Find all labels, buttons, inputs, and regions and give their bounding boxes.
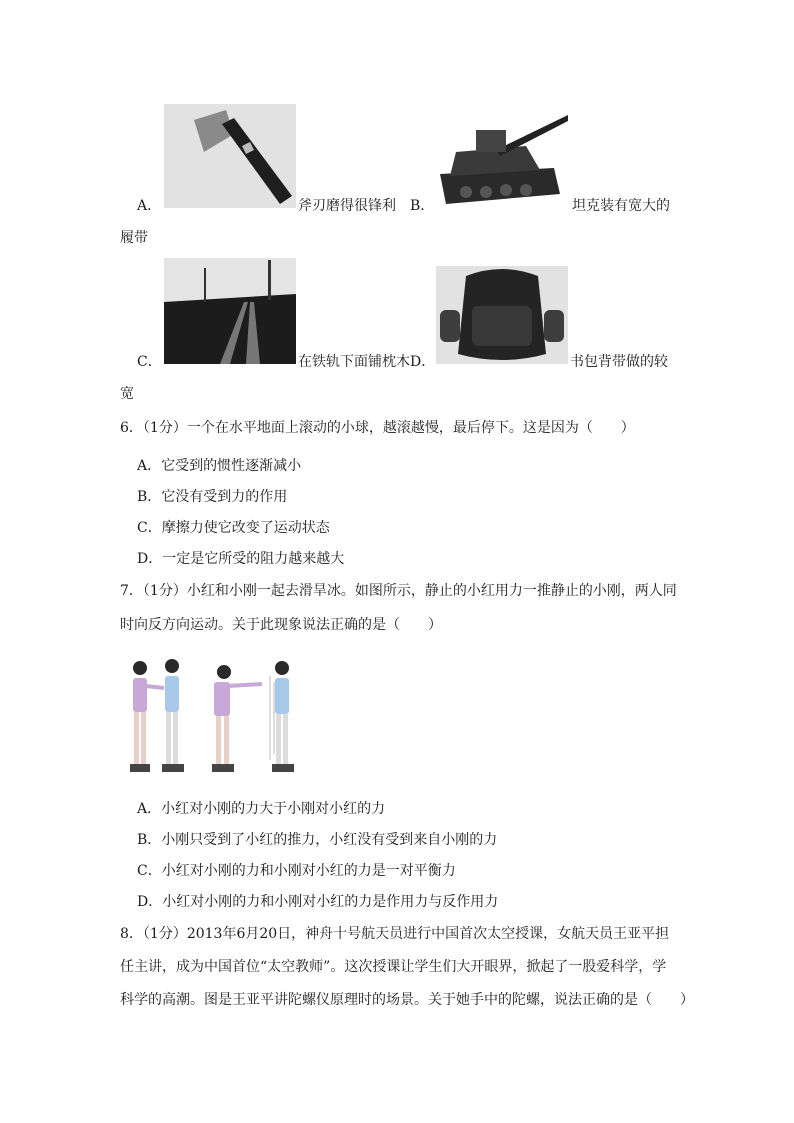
tank-image	[436, 104, 568, 208]
question-8-stem-line1: 8．（1分）2013年6月20日，神舟十号航天员进行中国首次太空授课，女航天员王亚平担	[120, 926, 670, 942]
question-7-option-c: C．小红对小刚的力和小刚对小红的力是一对平衡力	[137, 863, 456, 879]
skating-illustration	[124, 656, 308, 780]
option-b-caption: 坦克装有宽大的	[572, 198, 670, 214]
question-6-stem: 6．（1分）一个在水平地面上滚动的小球，越滚越慢，最后停下。这是因为（ ）	[120, 420, 635, 436]
question-8-stem-line2: 任主讲，成为中国首位“太空教师”。这次授课让学生们大开眼界，掀起了一股爱科学，学	[120, 959, 667, 975]
question-7-option-a: A．小红对小刚的力大于小刚对小红的力	[137, 801, 386, 817]
option-d-caption-wrap: 宽	[120, 386, 134, 402]
question-6-option-d: D．一定是它所受的阻力越来越大	[137, 551, 345, 567]
question-6-option-b: B．它没有受到力的作用	[137, 489, 288, 505]
axe-image	[164, 104, 296, 208]
option-d-label: D．	[410, 354, 436, 370]
question-7-option-d: D．小红对小刚的力和小刚对小红的力是作用力与反作用力	[137, 894, 499, 910]
question-6-option-a: A．它受到的惯性逐渐减小	[137, 458, 302, 474]
option-d-caption: 书包背带做的较	[570, 354, 668, 370]
question-6-option-c: C．摩擦力使它改变了运动状态	[137, 520, 330, 536]
railway-image	[164, 258, 296, 364]
question-8-stem-line3: 科学的高潮。图是王亚平讲陀螺仪原理时的场景。关于她手中的陀螺，说法正确的是（ ）	[120, 992, 694, 1008]
option-c-label: C．	[137, 354, 162, 370]
option-c-caption: 在铁轨下面铺枕木	[298, 354, 410, 370]
option-a-caption: 斧刃磨得很锋利	[298, 198, 396, 214]
question-7-option-b: B．小刚只受到了小红的推力，小红没有受到来自小刚的力	[137, 832, 498, 848]
backpack-image	[436, 266, 568, 364]
option-b-label: B．	[410, 198, 435, 214]
question-7-stem-line2: 时向反方向运动。关于此现象说法正确的是（ ）	[120, 617, 442, 633]
option-b-caption-wrap: 履带	[120, 230, 148, 246]
question-7-stem-line1: 7．（1分）小红和小刚一起去滑旱冰。如图所示，静止的小红用力一推静止的小刚，两人同	[120, 583, 677, 599]
option-a-label: A．	[137, 198, 162, 214]
